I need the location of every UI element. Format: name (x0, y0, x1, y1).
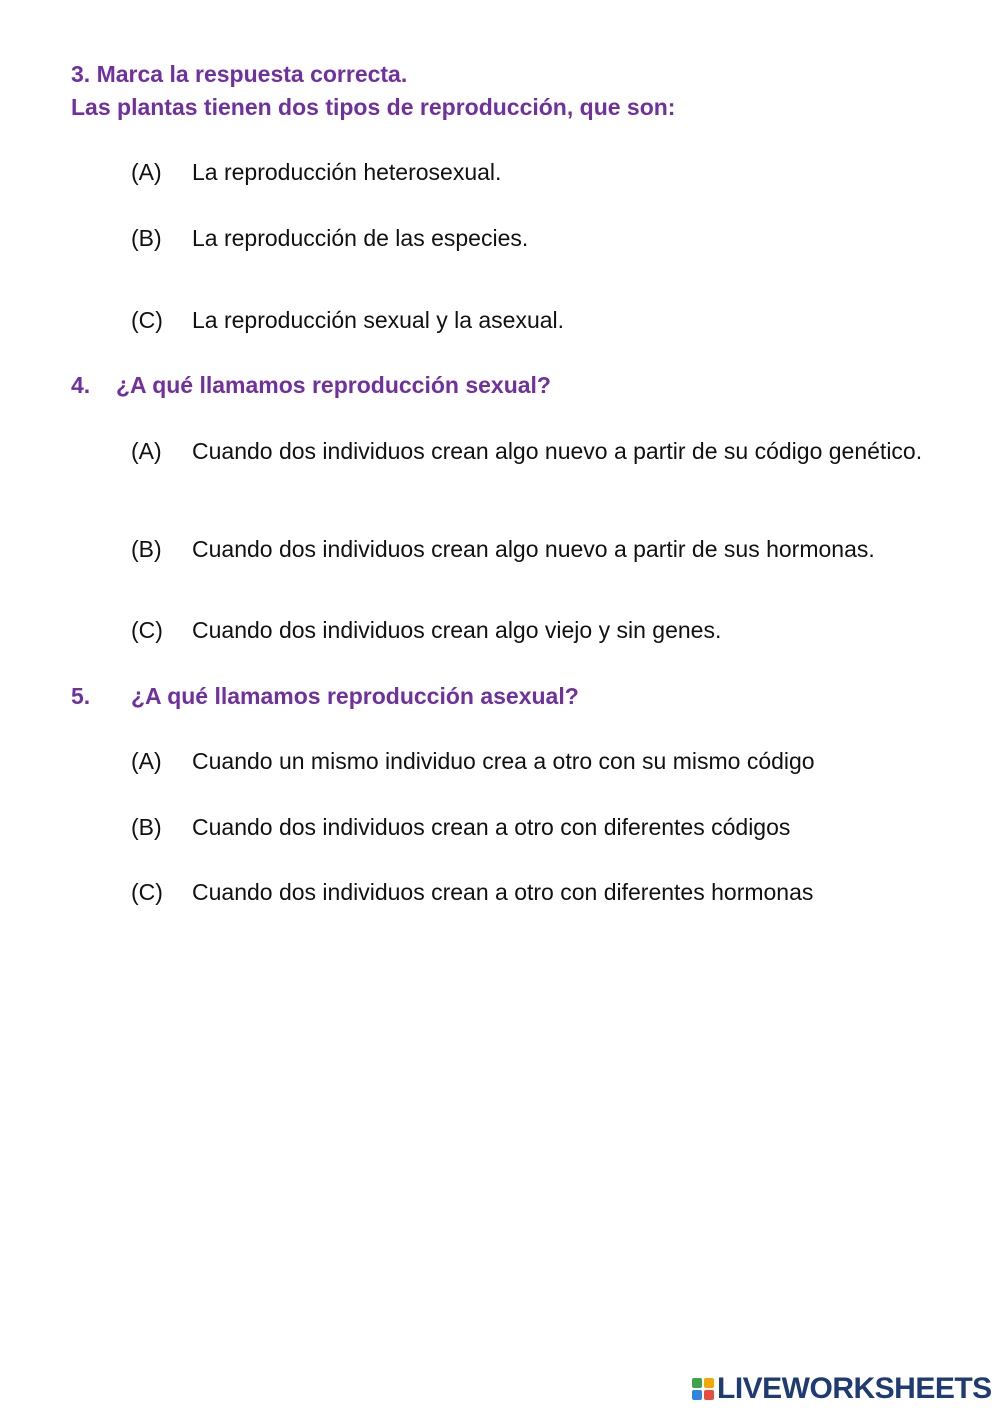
option-text: La reproducción heterosexual. (192, 159, 502, 185)
question-5-title: ¿A qué llamamos reproducción asexual? (131, 683, 579, 709)
option-letter: (B) (131, 536, 162, 562)
option-text: La reproducción de las especies. (192, 225, 529, 251)
question-3-heading (71, 58, 675, 124)
liveworksheets-logo-icon (692, 1378, 714, 1400)
option-text: Cuando un mismo individuo crea a otro con su mismo código (192, 748, 815, 774)
option-letter: (A) (131, 438, 162, 464)
option-letter: (B) (131, 225, 162, 251)
option-letter: (B) (131, 814, 162, 840)
logo-text: LIVEWORKSHEETS (717, 1372, 992, 1405)
option-text: Cuando dos individuos crean algo nuevo a partir de su código genético. (192, 438, 923, 464)
option-text: Cuando dos individuos crean a otro con diferentes hormonas (192, 879, 814, 905)
option-letter: (A) (131, 748, 162, 774)
option-text: La reproducción sexual y la asexual. (192, 307, 565, 333)
option-text: Cuando dos individuos crean algo viejo y sin genes. (192, 617, 722, 643)
option-letter: (C) (131, 617, 163, 643)
option-text: Cuando dos individuos crean algo nuevo a partir de sus hormonas. (192, 536, 875, 562)
option-letter: (C) (131, 307, 163, 333)
question-3-prompt: Las plantas tienen dos tipos de reproducción, que son: (71, 94, 676, 120)
question-4-number: 4. (71, 372, 91, 398)
question-5-heading (71, 680, 579, 713)
question-5-number: 5. (71, 683, 91, 709)
question-4-title: ¿A qué llamamos reproducción sexual? (116, 372, 551, 398)
question-3-title: 3. Marca la respuesta correcta. (71, 61, 408, 87)
option-letter: (C) (131, 879, 163, 905)
option-letter: (A) (131, 159, 162, 185)
option-text: Cuando dos individuos crean a otro con diferentes códigos (192, 814, 791, 840)
question-4-heading (71, 369, 551, 402)
liveworksheets-logo (692, 1372, 992, 1406)
